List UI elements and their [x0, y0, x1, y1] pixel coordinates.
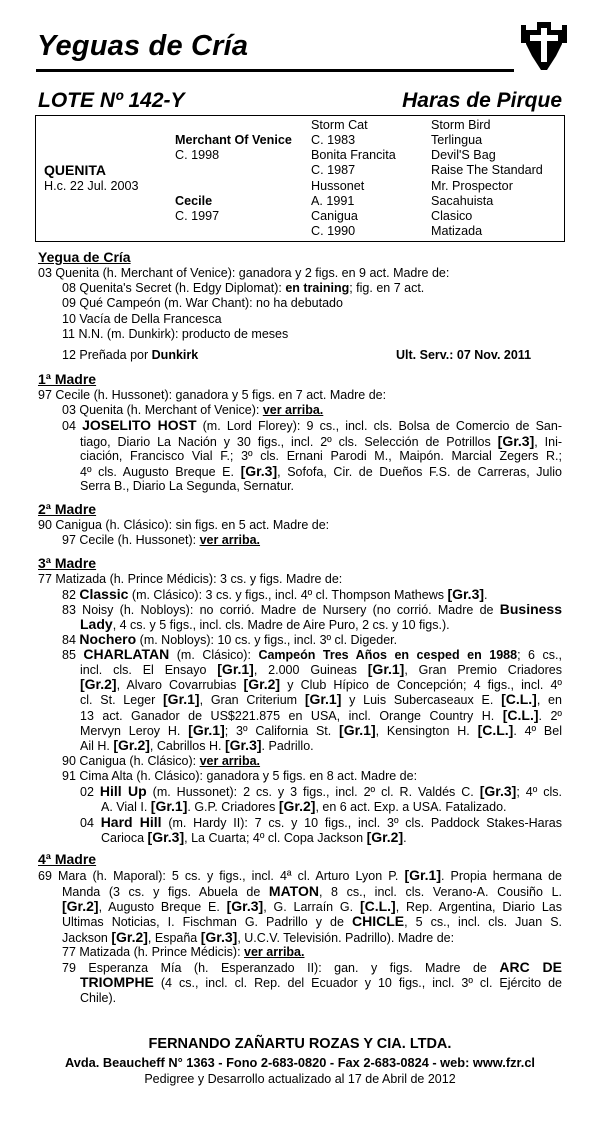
text-line: Manda (3 cs. y figs. Abuela de MATON, 8 cs., incl. cls. Verano-A. Cousiño L.: [62, 883, 562, 899]
horse-info: H.c. 22 Jul. 2003: [44, 179, 139, 193]
dam-year: C. 1997: [175, 209, 220, 223]
gen4-name: Clasico: [431, 209, 473, 223]
text-line: Ail H. [Gr.2], Cabrillos H. [Gr.3]. Padrillo.: [80, 737, 314, 753]
gen4-name: Terlingua: [431, 133, 483, 147]
text-line: 69 Mara (h. Maporal): 5 cs. y figs., incl. 4ª cl. Arturo Lyon P. [Gr.1]. Propia hermana de: [38, 867, 562, 883]
gen3-year: C. 1987: [311, 163, 356, 177]
gen4-name: Matizada: [431, 224, 483, 238]
text-line: 04 Hard Hill (m. Hardy II): 7 cs. y 10 figs., incl. 3º cls. Paddock Stakes-Haras: [80, 814, 562, 830]
gen3-name: Storm Cat: [311, 118, 368, 132]
horse-name: QUENITA: [44, 162, 106, 178]
footer-update: Pedigree y Desarrollo actualizado al 17 de Abril de 2012: [144, 1072, 456, 1086]
footer-address: Avda. Beaucheff N° 1363 - Fono 2-683-0820 - Fax 2-683-0824 - web: www.fzr.cl: [64, 1055, 535, 1070]
text-line: 90 Canigua (h. Clásico): sin figs. en 5 act. Madre de:: [38, 518, 330, 532]
text-line: 77 Matizada (h. Prince Médicis): ver arriba.: [62, 945, 305, 959]
text-line: 08 Quenita's Secret (h. Edgy Diplomat): en training; fig. en 7 act.: [62, 281, 425, 295]
text-line: 97 Cecile (h. Hussonet): ver arriba.: [62, 533, 261, 547]
section-heading-madre4: 4ª Madre: [38, 851, 97, 867]
gen3-name: Canigua: [311, 209, 358, 223]
company-logo-icon: [521, 22, 567, 72]
text-line: [Gr.2], Alvaro Covarrubias [Gr.2] y Club Hípico de Concepción; 4 figs., incl. 4º: [80, 676, 562, 692]
text-line: Serra B., Diario La Segunda, Sernatur.: [80, 479, 295, 493]
text-line: 83 Noisy (h. Nobloys): no corrió. Madre de Nursery (no corrió. Madre de Business: [62, 601, 562, 617]
text-line: cl. St. Leger [Gr.1], Gran Criterium [Gr.1] y Luis Subercaseaux E. [C.L.], en: [80, 691, 562, 707]
text-line: 77 Matizada (h. Prince Médicis): 3 cs. y figs. Madre de:: [38, 572, 343, 586]
page-title: Yeguas de Cría: [37, 30, 249, 62]
section-heading-yegua: Yegua de Cría: [38, 249, 131, 265]
section-heading-madre1: 1ª Madre: [38, 371, 97, 387]
text-line: 90 Canigua (h. Clásico): ver arriba.: [62, 754, 261, 768]
gen4-name: Devil'S Bag: [431, 148, 496, 162]
text-line: 85 CHARLATAN (m. Clásico): Campeón Tres Años en cesped en 1988; 6 cs.,: [62, 646, 562, 662]
text-line: 13 act. Ganador de US$221.875 en USA, incl. Orange Country H. [C.L.]. 2º: [80, 707, 562, 723]
text-line: 91 Cima Alta (h. Clásico): ganadora y 5 figs. en 8 act. Madre de:: [62, 769, 418, 783]
gen4-name: Sacahuista: [431, 194, 494, 208]
lot-number: LOTE Nº 142-Y: [38, 89, 185, 112]
gen4-name: Mr. Prospector: [431, 179, 513, 193]
text-line: Ultimas Noticias, I. Fischman G. Padrillo y de CHICLE, 5 cs., incl. cls. Juan S.: [62, 913, 563, 929]
text-line: A. Vial I. [Gr.1]. G.P. Criadores [Gr.2], en 6 act. Exp. a USA. Fatalizado.: [101, 798, 507, 814]
gen3-year: A. 1991: [311, 194, 355, 208]
sire-year: C. 1998: [175, 148, 220, 162]
footer-company: FERNANDO ZAÑARTU ROZAS Y CIA. LTDA.: [148, 1036, 452, 1052]
gen3-name: Bonita Francita: [311, 148, 396, 162]
text-line: Mervyn Leroy H. [Gr.1]; 3º California St. [Gr.1], Kensington H. [C.L.]. 4º Bel: [80, 722, 562, 738]
text-line: Jackson [Gr.2], España [Gr.3], U.C.V. Televisión. Padrillo). Madre de:: [62, 929, 455, 945]
header-rule: [36, 69, 514, 72]
text-line: Lady, 4 cs. y 5 figs., incl. cls. Madre de Aire Puro, 2 cs. y 10 figs.).: [80, 616, 450, 632]
gen3-year: C. 1990: [311, 224, 356, 238]
text-line: 82 Classic (m. Clásico): 3 cs. y figs., incl. 4º cl. Thompson Mathews [Gr.3].: [62, 586, 488, 602]
text-line: 4º cls. Augusto Breque E. [Gr.3], Sofofa, Cir. de Dueños F.S. de Carreras, Julio: [80, 463, 562, 479]
breeder-name: Haras de Pirque: [402, 89, 562, 112]
gen4-name: Raise The Standard: [431, 163, 543, 177]
sire-name: Merchant Of Venice: [175, 133, 292, 147]
gen3-year: C. 1983: [311, 133, 356, 147]
text-line: ciación, Francisco Vial F.; 3º cls. Ernani Parodi M., Maipón. Marcial Zegers R.;: [80, 449, 562, 463]
text-line: 12 Preñada por Dunkirk: [62, 348, 199, 362]
text-line: 09 Qué Campeón (m. War Chant): no ha debutado: [62, 296, 343, 310]
text-line: 10 Vacía de Della Francesca: [62, 312, 222, 326]
text-line: TRIOMPHE (4 cs., incl. cl. Rep. del Ecuador y 10 figs., incl. 3º cl. Ejército de: [80, 974, 562, 990]
text-line: incl. cls. El Ensayo [Gr.1], 2.000 Guineas [Gr.1], Gran Premio Criadores: [80, 661, 562, 677]
text-line: 97 Cecile (h. Hussonet): ganadora y 5 figs. en 7 act. Madre de:: [38, 388, 387, 402]
section-heading-madre3: 3ª Madre: [38, 555, 97, 571]
gen3-name: Hussonet: [311, 179, 365, 193]
text-line: 03 Quenita (h. Merchant of Venice): ver arriba.: [62, 403, 324, 417]
text-line: [Gr.2], Augusto Breque E. [Gr.3], G. Larraín G. [C.L.], Rep. Argentina, Diario Las: [62, 898, 562, 914]
last-service-date: Ult. Serv.: 07 Nov. 2011: [396, 348, 532, 362]
text-line: tiago, Diario La Nación y 30 figs., incl. 2º cls. Selección de Potrillos [Gr.3], Ini-: [80, 433, 563, 449]
text-line: 11 N.N. (m. Dunkirk): producto de meses: [62, 327, 289, 341]
text-line: 03 Quenita (h. Merchant of Venice): ganadora y 2 figs. en 9 act. Madre de:: [38, 266, 450, 280]
text-line: 79 Esperanza Mía (h. Esperanzado II): gan. y figs. Madre de ARC DE: [62, 959, 563, 975]
text-line: 04 JOSELITO HOST (m. Lord Florey): 9 cs., incl. cls. Bolsa de Comercio de San-: [62, 417, 562, 433]
dam-name: Cecile: [175, 194, 213, 208]
text-line: Chile).: [80, 991, 117, 1005]
text-line: 84 Nochero (m. Nobloys): 10 cs. y figs., incl. 3º cl. Digeder.: [62, 631, 398, 647]
text-line: Carioca [Gr.3], La Cuarta; 4º cl. Copa Jackson [Gr.2].: [101, 829, 407, 845]
section-heading-madre2: 2ª Madre: [38, 501, 97, 517]
text-line: 02 Hill Up (m. Hussonet): 2 cs. y 3 figs., incl. 2º cl. R. Valdés C. [Gr.3]; 4º cls.: [80, 783, 562, 799]
gen4-name: Storm Bird: [431, 118, 491, 132]
